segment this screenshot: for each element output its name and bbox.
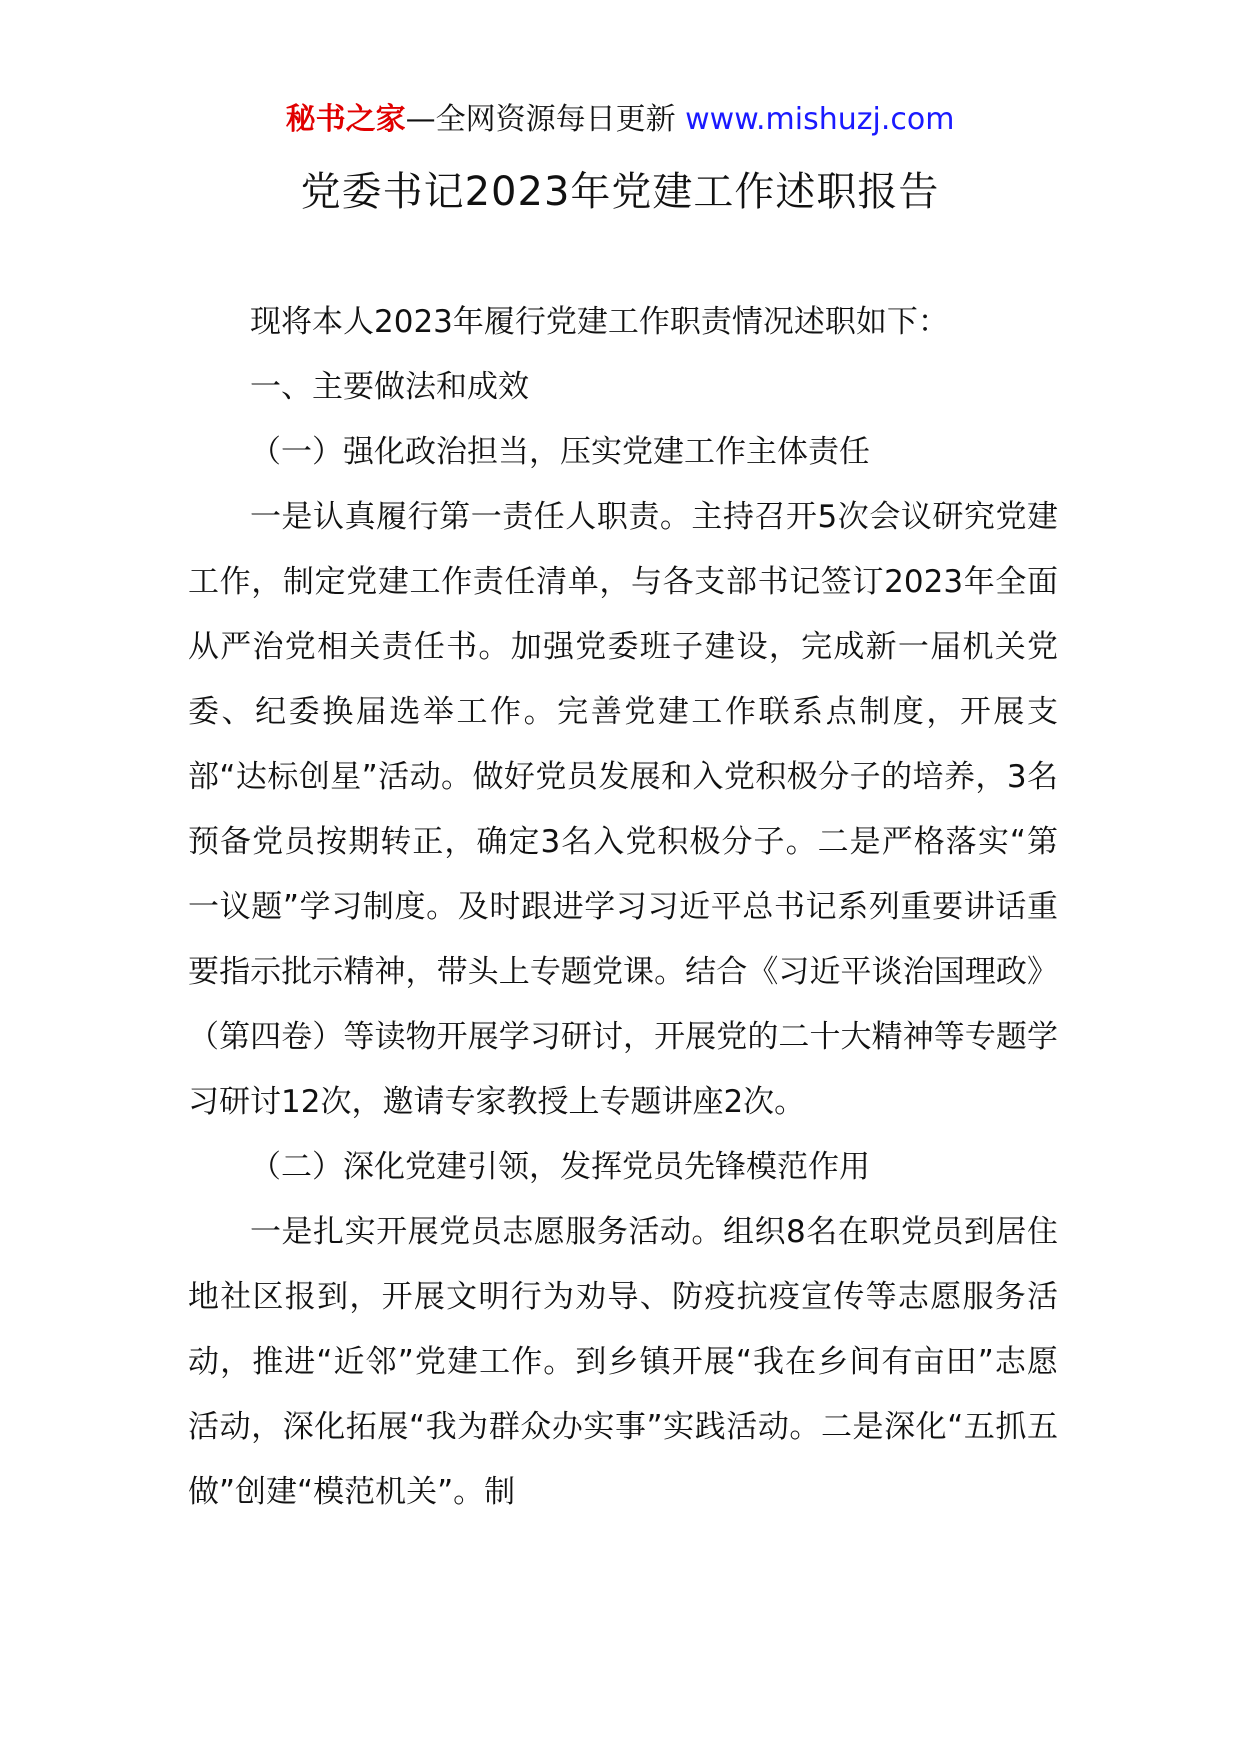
site-header (0, 100, 1240, 140)
document-title: 党委书记2023年党建工作述职报告 (300, 169, 940, 215)
subsection-heading: （一）强化政治担当，压实党建工作主体责任 (250, 434, 870, 470)
site-link[interactable]: www.mishuzj.com (685, 102, 955, 137)
body-paragraph: 一是扎实开展党员志愿服务活动。组织8名在职党员到居住地社区报到，开展文明行为劝导、防疫抗疫宣传等志愿服务活动，推进“近邻”党建工作。到乡镇开展“我在乡间有亩田”志愿活动，深化拓展“我为群众办实事”实践活动。二是深化“五抓五做”创建“模范机关”。制 (188, 1214, 1058, 1510)
subsection-heading: （二）深化党建引领，发挥党员先锋模范作用 (250, 1149, 870, 1185)
document-body (188, 290, 1058, 1525)
body-paragraph: 一是认真履行第一责任人职责。主持召开5次会议研究党建工作，制定党建工作责任清单，与各支部书记签订2023年全面从严治党相关责任书。加强党委班子建设，完成新一届机关党委、纪委换届选举工作。完善党建工作联系点制度，开展支部“达标创星”活动。做好党员发展和入党积极分子的培养，3名预备党员按期转正，确定3名入党积极分子。二是严格落实“第一议题”学习制度。及时跟进学习习近平总书记系列重要讲话重要指示批示精神，带头上专题党课。结合《习近平谈治国理政》（第四卷）等读物开展学习研讨，开展党的二十大精神等专题学习研讨12次，邀请专家教授上专题讲座2次。 (188, 499, 1058, 1120)
intro-paragraph: 现将本人2023年履行党建工作职责情况述职如下： (250, 304, 949, 340)
header-slogan: —全网资源每日更新 (405, 102, 676, 137)
section-heading: 一、主要做法和成效 (250, 369, 529, 405)
brand-name: 秘书之家 (285, 102, 406, 137)
